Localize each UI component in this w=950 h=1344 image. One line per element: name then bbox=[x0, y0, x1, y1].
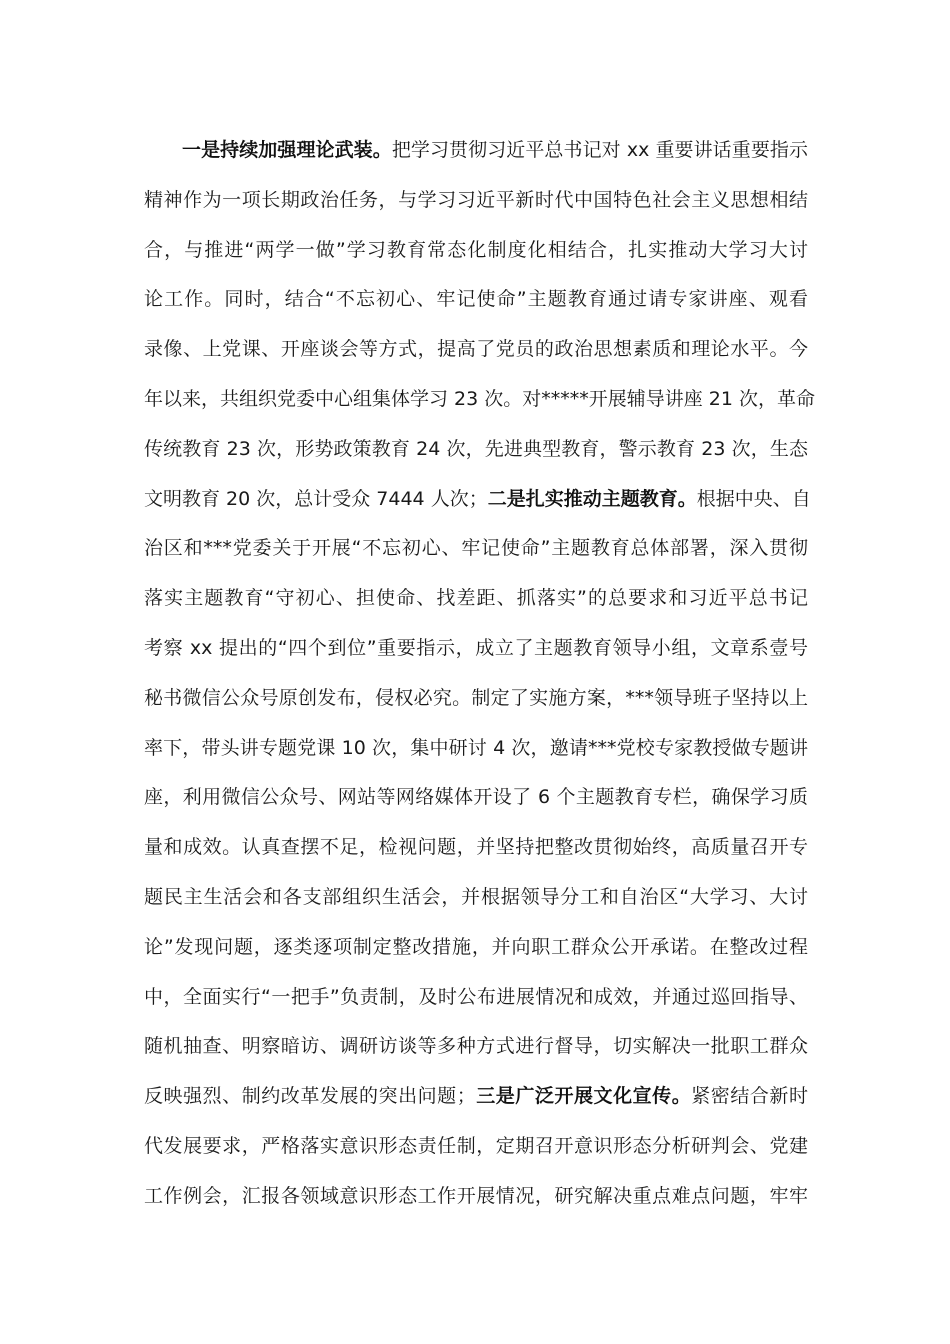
text-segment: 落实主题教育“守初心、担使命、找差距、抓落实”的总要求和习近平总书记 bbox=[144, 587, 808, 610]
text-line bbox=[144, 873, 808, 923]
text-segment: 随机抽查、明察暗访、调研访谈等多种方式进行督导，切实解决一批职工群众 bbox=[144, 1035, 808, 1058]
text-line bbox=[144, 823, 808, 873]
text-line bbox=[144, 375, 816, 425]
text-line bbox=[144, 275, 808, 325]
section-heading: 一是持续加强理论武装。 bbox=[182, 139, 392, 161]
text-line bbox=[144, 674, 808, 724]
text-line bbox=[144, 226, 808, 276]
body-paragraph bbox=[144, 126, 816, 1222]
text-segment: 考察 xx 提出的“四个到位”重要指示，成立了主题教育领导小组，文章系壹号 bbox=[144, 636, 808, 659]
text-segment: 率下，带头讲专题党课 10 次，集中研讨 4 次，邀请***党校专家教授做专题讲 bbox=[144, 736, 808, 759]
text-segment: 文明教育 20 次，总计受众 7444 人次； bbox=[144, 487, 488, 510]
text-segment: 合，与推进“两学一做”学习教育常态化制度化相结合，扎实推动大学习大讨 bbox=[144, 238, 808, 261]
text-line bbox=[144, 1172, 808, 1222]
section-heading: 三是广泛开展文化宣传。 bbox=[475, 1085, 692, 1108]
text-segment: 论工作。同时，结合“不忘初心、牢记使命”主题教育通过请专家讲座、观看 bbox=[144, 288, 808, 311]
text-line bbox=[144, 425, 808, 475]
text-line bbox=[144, 724, 808, 774]
text-line bbox=[144, 126, 808, 176]
text-segment: 把学习贯彻习近平总书记对 xx 重要讲话重要指示 bbox=[391, 139, 808, 161]
text-segment: 量和成效。认真查摆不足，检视问题，并坚持把整改贯彻始终，高质量召开专 bbox=[144, 836, 808, 859]
text-segment: 年以来，共组织党委中心组集体学习 23 次。对*****开展辅导讲座 21 次，革命 bbox=[144, 387, 816, 410]
text-line bbox=[144, 574, 808, 624]
text-line bbox=[144, 973, 808, 1023]
text-segment: 紧密结合新时 bbox=[691, 1085, 808, 1108]
text-segment: 根据中央、自 bbox=[696, 487, 811, 510]
text-line bbox=[144, 176, 808, 226]
text-line bbox=[144, 325, 808, 375]
section-heading: 二是扎实推动主题教育。 bbox=[487, 487, 697, 510]
text-segment: 精神作为一项长期政治任务，与学习习近平新时代中国特色社会主义思想相结 bbox=[144, 188, 808, 211]
text-segment: 录像、上党课、开座谈会等方式，提高了党员的政治思想素质和理论水平。今 bbox=[144, 338, 808, 361]
text-segment: 论”发现问题，逐类逐项制定整改措施，并向职工群众公开承诺。在整改过程 bbox=[144, 935, 808, 958]
text-line bbox=[144, 773, 808, 823]
text-line bbox=[144, 923, 808, 973]
text-segment: 反映强烈、制约改革发展的突出问题； bbox=[144, 1085, 476, 1108]
text-segment: 中，全面实行“一把手”负责制，及时公布进展情况和成效，并通过巡回指导、 bbox=[144, 985, 808, 1008]
text-segment: 代发展要求，严格落实意识形态责任制，定期召开意识形态分析研判会、党建 bbox=[144, 1134, 808, 1157]
text-line bbox=[144, 1022, 808, 1072]
text-segment: 治区和***党委关于开展“不忘初心、牢记使命”主题教育总体部署，深入贯彻 bbox=[144, 537, 808, 560]
text-segment: 工作例会，汇报各领域意识形态工作开展情况，研究解决重点难点问题，牢牢 bbox=[144, 1184, 808, 1207]
text-line bbox=[144, 475, 811, 525]
text-line bbox=[144, 1072, 808, 1122]
text-segment: 传统教育 23 次，形势政策教育 24 次，先进典型教育，警示教育 23 次，生态 bbox=[144, 437, 808, 460]
text-line bbox=[144, 524, 808, 574]
text-line bbox=[144, 624, 808, 674]
text-segment: 座，利用微信公众号、网站等网络媒体开设了 6 个主题教育专栏，确保学习质 bbox=[144, 786, 808, 809]
text-line bbox=[144, 1122, 808, 1172]
text-segment: 秘书微信公众号原创发布，侵权必究。制定了实施方案，***领导班子坚持以上 bbox=[144, 686, 808, 709]
text-segment: 题民主生活会和各支部组织生活会，并根据领导分工和自治区“大学习、大讨 bbox=[144, 885, 808, 908]
